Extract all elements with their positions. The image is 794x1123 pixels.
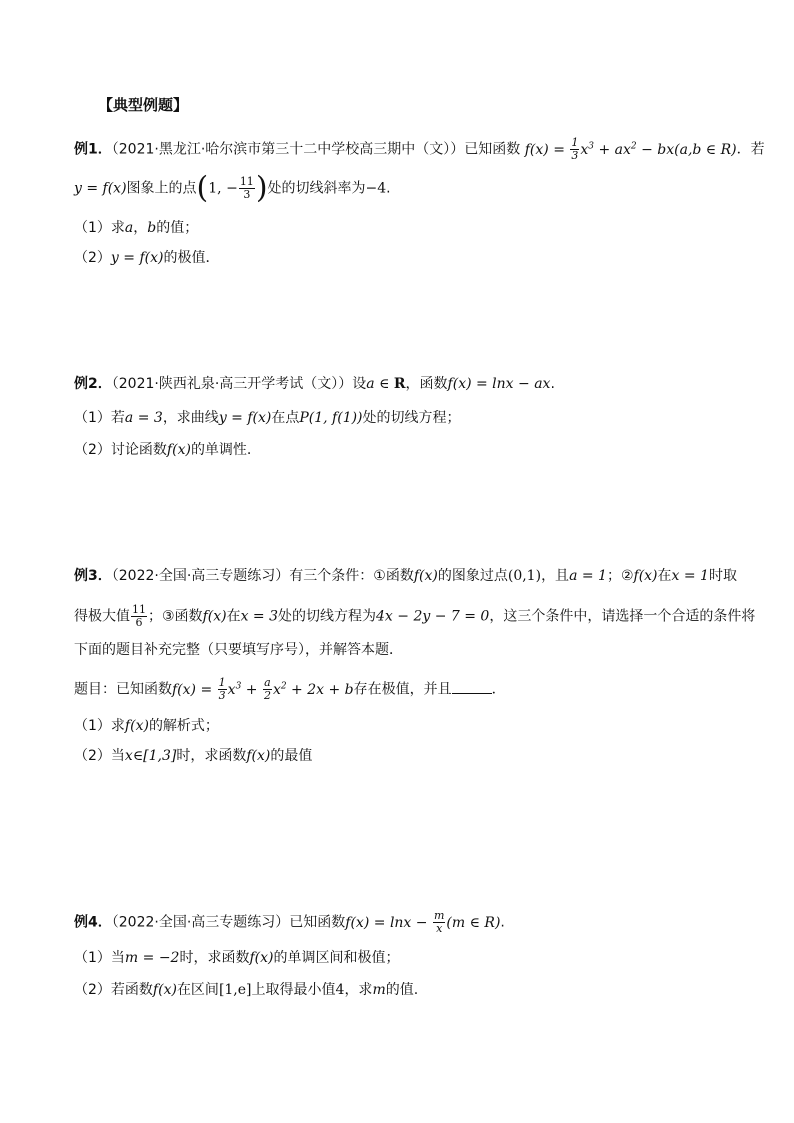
ex3-task: 题目：已知函数f(x) = $\frac{1}{3}$ $x^3$ + $\frac{a}{2}$ $x^2 + 2x + b$存在极值，并且 ． bbox=[74, 676, 506, 703]
ex4-q1: （1）当m = −2时，求函数f(x)的单调区间和极值； bbox=[74, 950, 400, 966]
ex2-label: 例2． bbox=[74, 376, 112, 392]
ex1-q2: （2）y = f(x)的极值． bbox=[74, 250, 220, 266]
ex2-func: f(x) = lnx − ax bbox=[447, 376, 551, 392]
ex3-line2: 得极大值 $\frac{11}{6}$ ；③函数f(x)在x = 3处的切线方程为4x − 2y − 7 = 0，这三个条件中，请选择一个合适的条件将 bbox=[74, 603, 756, 629]
ex3-label: 例3． bbox=[74, 568, 112, 584]
ex1-line2: y = f(x)图象上的点(1, − $\frac{11}{3}$ )处的切线斜率为−4. bbox=[74, 170, 391, 206]
ex4-line1: 例4．（2022·全国·高三专题练习）已知函数f(x) = lnx − $\frac{m}{x}$ (m ∈ R). bbox=[74, 909, 505, 935]
answer-blank[interactable] bbox=[452, 679, 492, 694]
ex4-label: 例4． bbox=[74, 914, 112, 931]
ex1-source: （2021·黑龙江·哈尔滨市第三十二中学校高三期中（文）） bbox=[111, 141, 465, 158]
ex3-q1: （1）求f(x)的解析式； bbox=[74, 718, 219, 734]
ex4-source: （2022·全国·高三专题练习） bbox=[111, 914, 290, 931]
ex2-q2: （2）讨论函数f(x)的单调性. bbox=[74, 442, 252, 458]
ex3-q2: （2）当x∈[1,3]时，求函数f(x)的最值 bbox=[74, 748, 313, 764]
ex3-func: f(x) = $\frac{1}{3}$ $x^3$ + $\frac{a}{2}$ $x^2 + 2x + b$ bbox=[172, 676, 354, 703]
ex1-func: f(x) = $\frac{1}{3}$ $x^3 + ax^2 - bx(a,b$ ∈ R) bbox=[524, 136, 737, 163]
ex1-label: 例1． bbox=[74, 141, 112, 158]
ex2-source: （2021·陕西礼泉·高三开学考试（文）） bbox=[111, 376, 353, 392]
ex3-line3: 下面的题目补充完整（只要填写序号），并解答本题． bbox=[74, 642, 403, 658]
ex1-line1: 例1．（2021·黑龙江·哈尔滨市第三十二中学校高三期中（文））已知函数 f(x) = $\frac{1}{3}$ $x^3 + ax^2 - bx(a,b$ ∈ R)．若 bbox=[74, 136, 765, 163]
ex4-q2: （2）若函数f(x)在区间[1,e]上取得最小值4，求m的值. bbox=[74, 982, 419, 998]
ex1-slope: −4 bbox=[365, 180, 387, 197]
ex3-line1: 例3．（2022·全国·高三专题练习）有三个条件：①函数f(x)的图象过点(0,1)，且a = 1；②f(x)在x = 1时取 bbox=[74, 568, 737, 584]
ex2-q1: （1）若a = 3，求曲线y = f(x)在点P(1, f(1))处的切线方程； bbox=[74, 410, 461, 426]
ex4-func: f(x) = lnx − $\frac{m}{x}$ (m ∈ R) bbox=[345, 909, 501, 935]
section-heading: 【典型例题】 bbox=[98, 96, 189, 114]
ex1-q1: （1）求a，b的值； bbox=[74, 220, 199, 236]
ex3-source: （2022·全国·高三专题练习） bbox=[111, 568, 290, 584]
ex2-line1: 例2．（2021·陕西礼泉·高三开学考试（文））设a ∈ R，函数f(x) = lnx − ax. bbox=[74, 376, 555, 392]
